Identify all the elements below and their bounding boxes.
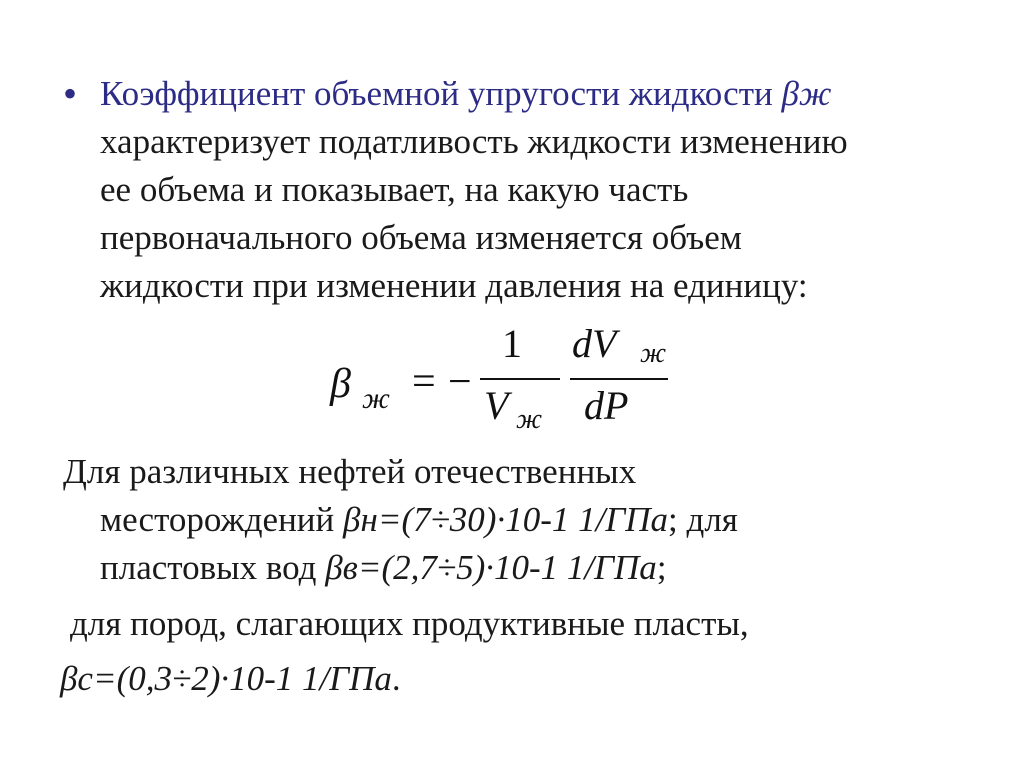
beta-water-value: βв=(2,7÷5)·10-1 1/ГПа xyxy=(325,548,657,587)
formula-fraction-1-denominator: V xyxy=(484,383,509,428)
formula-fraction-2-numerator-subscript: ж xyxy=(640,338,667,369)
paragraph-oil-fields-tail: ; для xyxy=(668,500,738,539)
paragraph-formation-water xyxy=(100,544,667,592)
paragraph-oils-intro: Для различных нефтей отечественных xyxy=(63,452,637,491)
formula-equals: = xyxy=(412,359,436,405)
formula-fraction-2-numerator: dV xyxy=(572,321,617,366)
bullet-line-5: жидкости при изменении давления на единицу: xyxy=(100,266,808,305)
bullet-line-3: ее объема и показывает, на какую часть xyxy=(100,170,689,209)
paragraph-formation-water-tail: ; xyxy=(656,548,667,587)
formula-fraction-2-denominator: dP xyxy=(584,383,629,428)
bullet-line-1 xyxy=(100,70,980,118)
paragraph-formation-water-text: пластовых вод xyxy=(100,548,326,587)
beta-oil-value: βн=(7÷30)·10-1 1/ГПа xyxy=(343,500,669,539)
compressibility-formula xyxy=(320,320,700,450)
paragraph-rock-value-tail: . xyxy=(391,659,401,698)
formula-beta-subscript: ж xyxy=(362,382,390,415)
bullet-line-4: первоначального объема изменяется объем xyxy=(100,218,742,257)
paragraph-oil-fields xyxy=(100,496,738,544)
formula-fraction-1-denominator-subscript: ж xyxy=(516,404,543,435)
bullet-line-1-lead: Коэффициент объемной упругости жидкости xyxy=(100,74,782,113)
paragraph-oil-fields-text: месторождений xyxy=(100,500,344,539)
formula-fraction-2-bar xyxy=(570,378,668,380)
bullet-line-2: характеризует податливость жидкости изменению xyxy=(100,122,848,161)
paragraph-rock-value xyxy=(60,655,401,703)
paragraph-rocks: для пород, слагающих продуктивные пласты, xyxy=(70,604,749,643)
bullet-marker: • xyxy=(63,71,78,116)
formula-minus: − xyxy=(448,359,472,405)
formula-beta: β xyxy=(330,361,351,407)
formula-fraction-1-numerator: 1 xyxy=(502,321,522,366)
beta-rock-value: βс=(0,3÷2)·10-1 1/ГПа xyxy=(60,659,392,698)
beta-zh-symbol: βж xyxy=(781,74,832,113)
formula-fraction-1-bar xyxy=(480,378,560,380)
bullet-paragraph xyxy=(100,70,980,310)
